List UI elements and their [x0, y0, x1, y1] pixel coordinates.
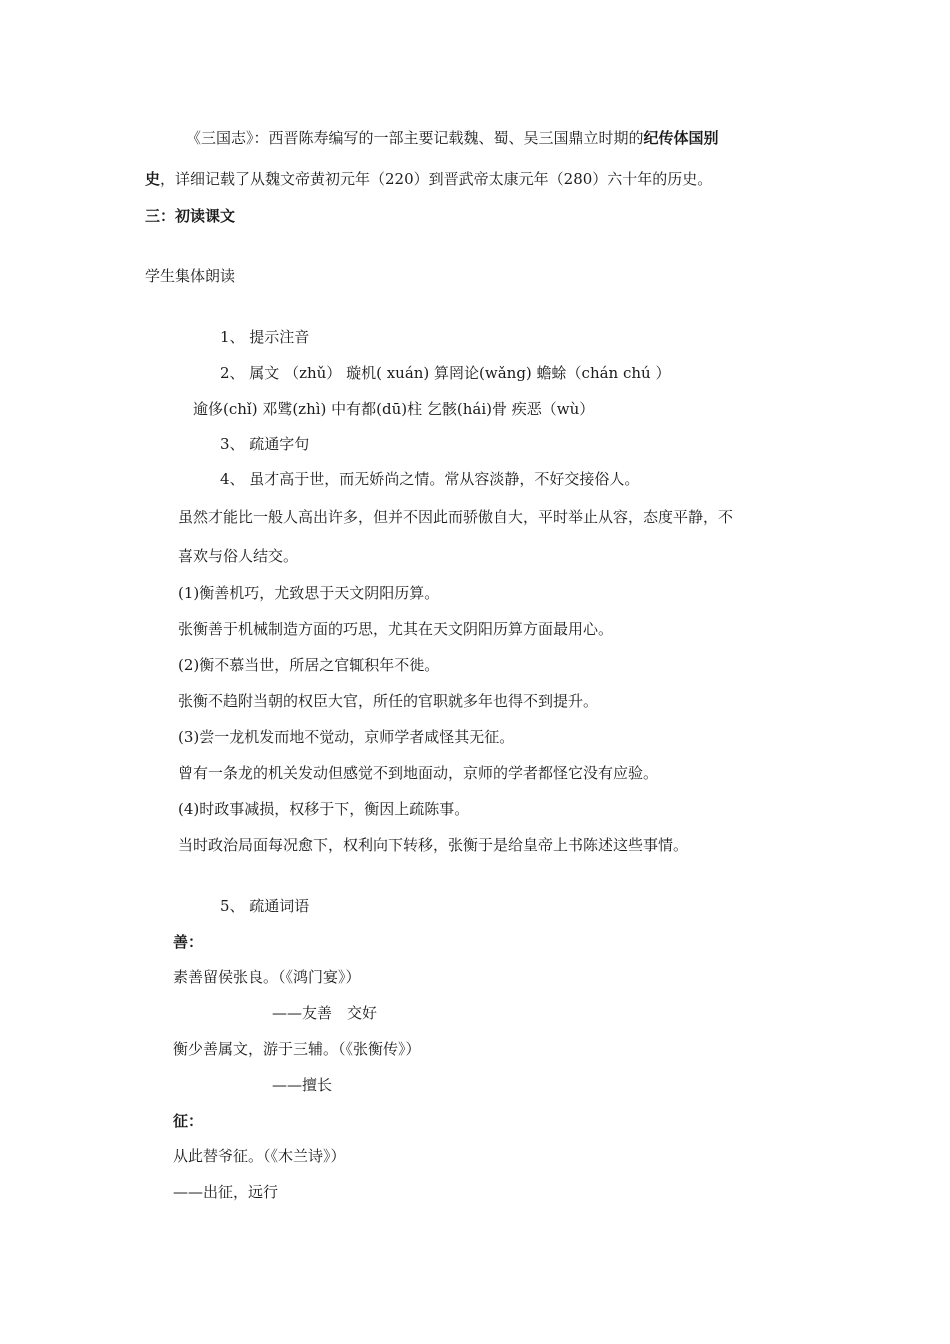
intro-text-cont: ，详细记载了从魏文帝黄初元年（220）到晋武帝太康元年（280）六十年的历史。	[160, 170, 713, 188]
sentence-1: (1)衡善机巧，尤致思于天文阴阳历算。	[178, 584, 440, 602]
vocab-shan-example-1: 素善留侯张良。（《鸿门宴》）	[173, 968, 361, 986]
sentence-4: (4)时政事减损，权移于下，衡因上疏陈事。	[178, 800, 470, 818]
intro-line-2	[145, 169, 712, 189]
vocab-shan-definition-1: ——友善 交好	[272, 1004, 378, 1022]
sentence-2-translation: 张衡不趋附当朝的权臣大官，所任的官职就多年也得不到提升。	[178, 692, 599, 710]
intro-line-1	[186, 128, 719, 148]
intro-bold-term-end: 史	[145, 170, 161, 188]
step-2: 2、 属文 （zhǔ） 璇机( xuán) 算罔论(wǎng) 蟾蜍（chán chú ）	[220, 364, 671, 382]
section-heading: 三：初读课文	[145, 207, 236, 225]
intro-bold-term: 纪传体国别	[643, 129, 719, 147]
step-3: 3、 疏通字句	[220, 435, 310, 453]
vocab-zheng-definition-1: ——出征，远行	[173, 1183, 279, 1201]
step-4-translation-2: 喜欢与俗人结交。	[178, 547, 299, 565]
sentence-4-translation: 当时政治局面每况愈下，权利向下转移，张衡于是给皇帝上书陈述这些事情。	[178, 836, 689, 854]
vocab-zheng-example-1: 从此替爷征。（《木兰诗》）	[173, 1147, 346, 1165]
sentence-1-translation: 张衡善于机械制造方面的巧思，尤其在天文阴阳历算方面最用心。	[178, 620, 614, 638]
step-2-continued: 逾侈(chǐ) 邓骘(zhì) 中有都(dū)柱 乞骸(hái)骨 疾恶（wù）	[193, 400, 595, 418]
vocab-shan-heading: 善：	[173, 933, 204, 951]
vocab-shan-example-2: 衡少善属文，游于三辅。（《张衡传》）	[173, 1040, 421, 1058]
sentence-2: (2)衡不慕当世，所居之官辄积年不徙。	[178, 656, 440, 674]
intro-text: 《三国志》：西晋陈寿编写的一部主要记载魏、蜀、吴三国鼎立时期的	[186, 129, 644, 147]
sentence-3: (3)尝一龙机发而地不觉动，京师学者咸怪其无征。	[178, 728, 515, 746]
vocab-shan-definition-2: ——擅长	[272, 1076, 333, 1094]
step-5: 5、 疏通词语	[220, 897, 310, 915]
sentence-3-translation: 曾有一条龙的机关发动但感觉不到地面动，京师的学者都怪它没有应验。	[178, 764, 659, 782]
vocab-zheng-heading: 征：	[173, 1112, 204, 1130]
group-reading-label: 学生集体朗读	[145, 267, 236, 285]
step-1: 1、 提示注音	[220, 328, 310, 346]
step-4: 4、 虽才高于世，而无娇尚之情。常从容淡静，不好交接俗人。	[220, 470, 640, 488]
step-4-translation-1: 虽然才能比一般人高出许多，但并不因此而骄傲自大，平时举止从容，态度平静，不	[178, 508, 734, 526]
